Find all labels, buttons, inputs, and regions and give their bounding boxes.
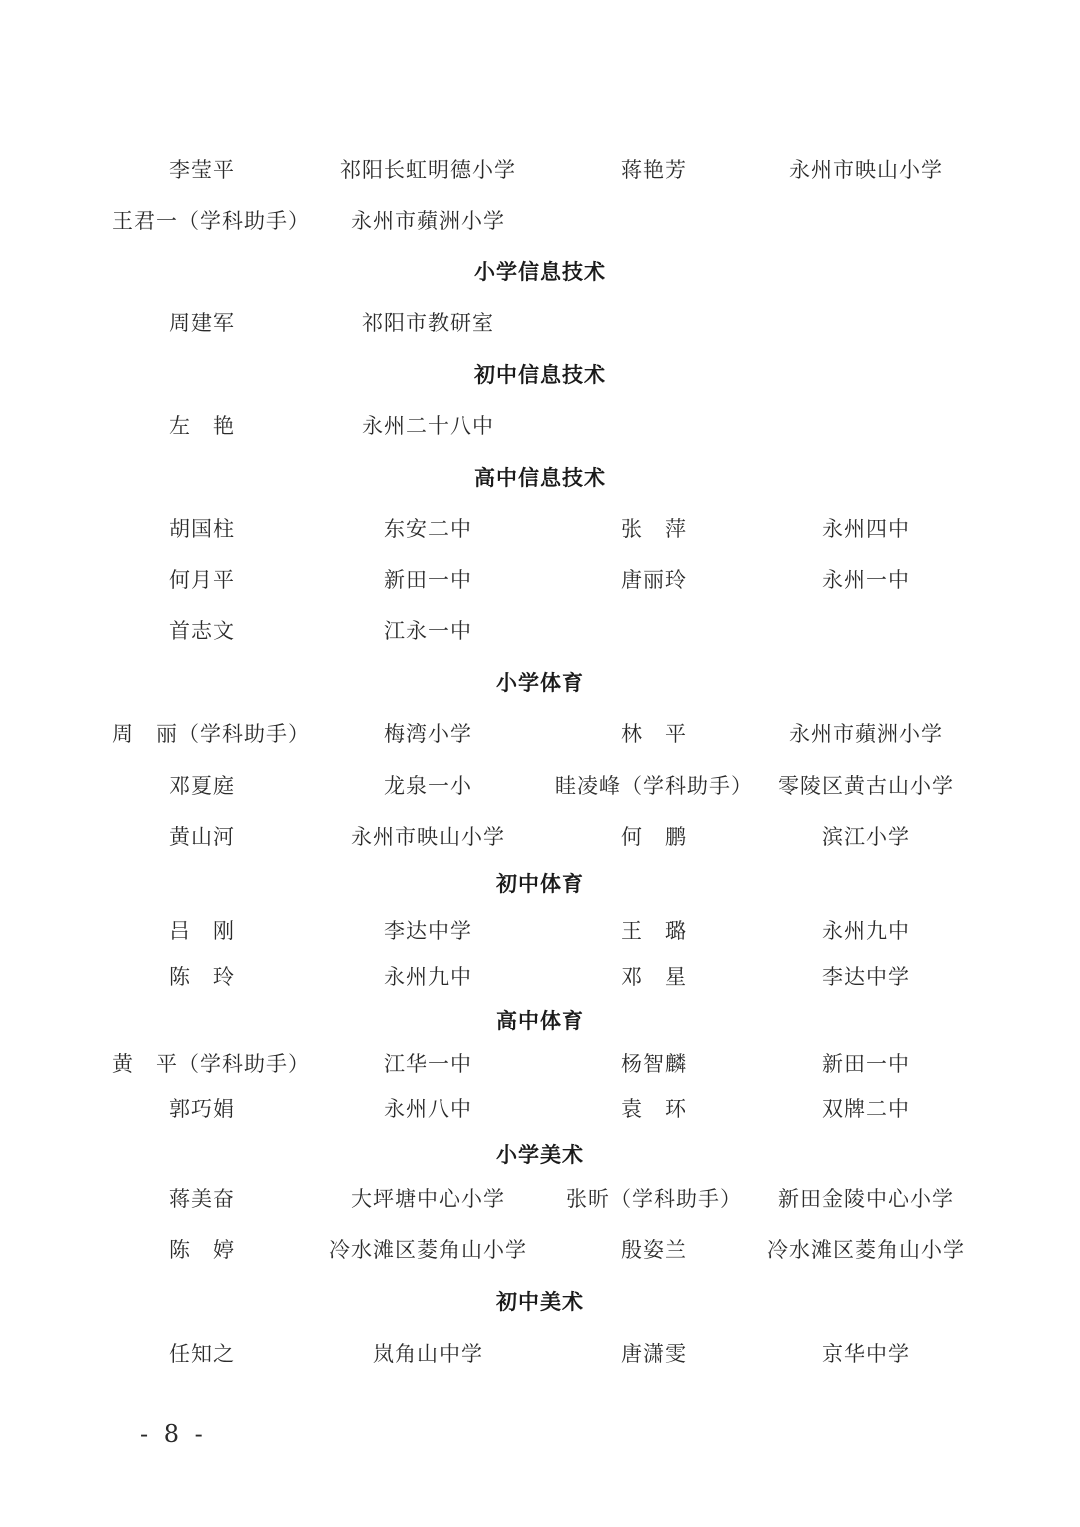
- member-name: 黄 平（学科助手）: [112, 1052, 310, 1076]
- member-school: 江永一中: [384, 619, 472, 643]
- member-school: 滨江小学: [822, 825, 910, 849]
- table-row: [0, 303, 1080, 343]
- member-school: 李达中学: [384, 919, 472, 943]
- member-name: 蒋艳芳: [621, 158, 687, 182]
- page-number: - 8 -: [140, 1420, 207, 1448]
- member-name: 王 璐: [621, 919, 687, 943]
- member-school: 京华中学: [822, 1342, 910, 1366]
- table-row: [0, 957, 1080, 997]
- member-school: 新田一中: [822, 1052, 910, 1076]
- member-name: 王君一（学科助手）: [112, 209, 310, 233]
- member-school: 永州市映山小学: [351, 825, 505, 849]
- member-name: 袁 环: [621, 1097, 687, 1121]
- member-school: 永州市映山小学: [789, 158, 943, 182]
- table-row: [0, 714, 1080, 754]
- table-row: [0, 911, 1080, 951]
- table-row: [0, 817, 1080, 857]
- member-name: 任知之: [169, 1342, 235, 1366]
- member-school: 永州四中: [822, 517, 910, 541]
- table-row: [0, 1230, 1080, 1270]
- table-row: [0, 1089, 1080, 1129]
- section-heading: 小学美术: [496, 1142, 584, 1167]
- member-school: 永州八中: [384, 1097, 472, 1121]
- member-school: 龙泉一小: [384, 774, 472, 798]
- section-heading: 初中体育: [496, 871, 584, 896]
- member-school: 双牌二中: [822, 1097, 910, 1121]
- member-name: 眭凌峰（学科助手）: [555, 774, 753, 798]
- member-name: 何月平: [169, 568, 235, 592]
- member-school: 东安二中: [384, 517, 472, 541]
- member-school: 大坪塘中心小学: [351, 1187, 505, 1211]
- section-heading: 小学信息技术: [474, 259, 606, 284]
- member-school: 冷水滩区菱角山小学: [329, 1238, 527, 1262]
- table-row: [0, 1179, 1080, 1219]
- table-row: [0, 560, 1080, 600]
- member-school: 永州市蘋洲小学: [351, 209, 505, 233]
- member-name: 胡国柱: [169, 517, 235, 541]
- member-school: 江华一中: [384, 1052, 472, 1076]
- member-school: 新田一中: [384, 568, 472, 592]
- member-school: 永州二十八中: [362, 414, 494, 438]
- member-name: 殷姿兰: [621, 1238, 687, 1262]
- section-heading: 初中美术: [496, 1289, 584, 1314]
- table-row: [0, 1044, 1080, 1084]
- table-row: [0, 611, 1080, 651]
- member-name: 黄山河: [169, 825, 235, 849]
- member-name: 何 鹏: [621, 825, 687, 849]
- member-name: 郭巧娟: [169, 1097, 235, 1121]
- section-heading: 初中信息技术: [474, 362, 606, 387]
- table-row: [0, 201, 1080, 241]
- member-name: 首志文: [169, 619, 235, 643]
- member-name: 张昕（学科助手）: [566, 1187, 742, 1211]
- member-name: 周建军: [169, 311, 235, 335]
- table-row: [0, 406, 1080, 446]
- member-name: 陈 婷: [169, 1238, 235, 1262]
- member-school: 零陵区黄古山小学: [778, 774, 954, 798]
- member-name: 张 萍: [621, 517, 687, 541]
- table-row: [0, 509, 1080, 549]
- member-name: 吕 刚: [169, 919, 235, 943]
- member-name: 左 艳: [169, 414, 235, 438]
- member-school: 冷水滩区菱角山小学: [767, 1238, 965, 1262]
- member-name: 邓夏庭: [169, 774, 235, 798]
- table-row: [0, 150, 1080, 190]
- member-school: 永州一中: [822, 568, 910, 592]
- member-name: 蒋美奋: [169, 1187, 235, 1211]
- member-name: 唐潇雯: [621, 1342, 687, 1366]
- member-school: 梅湾小学: [384, 722, 472, 746]
- member-name: 李莹平: [169, 158, 235, 182]
- member-name: 周 丽（学科助手）: [112, 722, 310, 746]
- member-name: 陈 玲: [169, 965, 235, 989]
- member-school: 永州九中: [384, 965, 472, 989]
- member-name: 林 平: [621, 722, 687, 746]
- member-school: 祁阳市教研室: [362, 311, 494, 335]
- member-school: 新田金陵中心小学: [778, 1187, 954, 1211]
- member-name: 唐丽玲: [621, 568, 687, 592]
- member-name: 杨智麟: [621, 1052, 687, 1076]
- member-name: 邓 星: [621, 965, 687, 989]
- member-school: 永州九中: [822, 919, 910, 943]
- table-row: [0, 1334, 1080, 1374]
- section-heading: 高中体育: [496, 1008, 584, 1033]
- member-school: 祁阳长虹明德小学: [340, 158, 516, 182]
- table-row: [0, 766, 1080, 806]
- section-heading: 高中信息技术: [474, 465, 606, 490]
- member-school: 岚角山中学: [373, 1342, 483, 1366]
- section-heading: 小学体育: [496, 670, 584, 695]
- member-school: 永州市蘋洲小学: [789, 722, 943, 746]
- member-school: 李达中学: [822, 965, 910, 989]
